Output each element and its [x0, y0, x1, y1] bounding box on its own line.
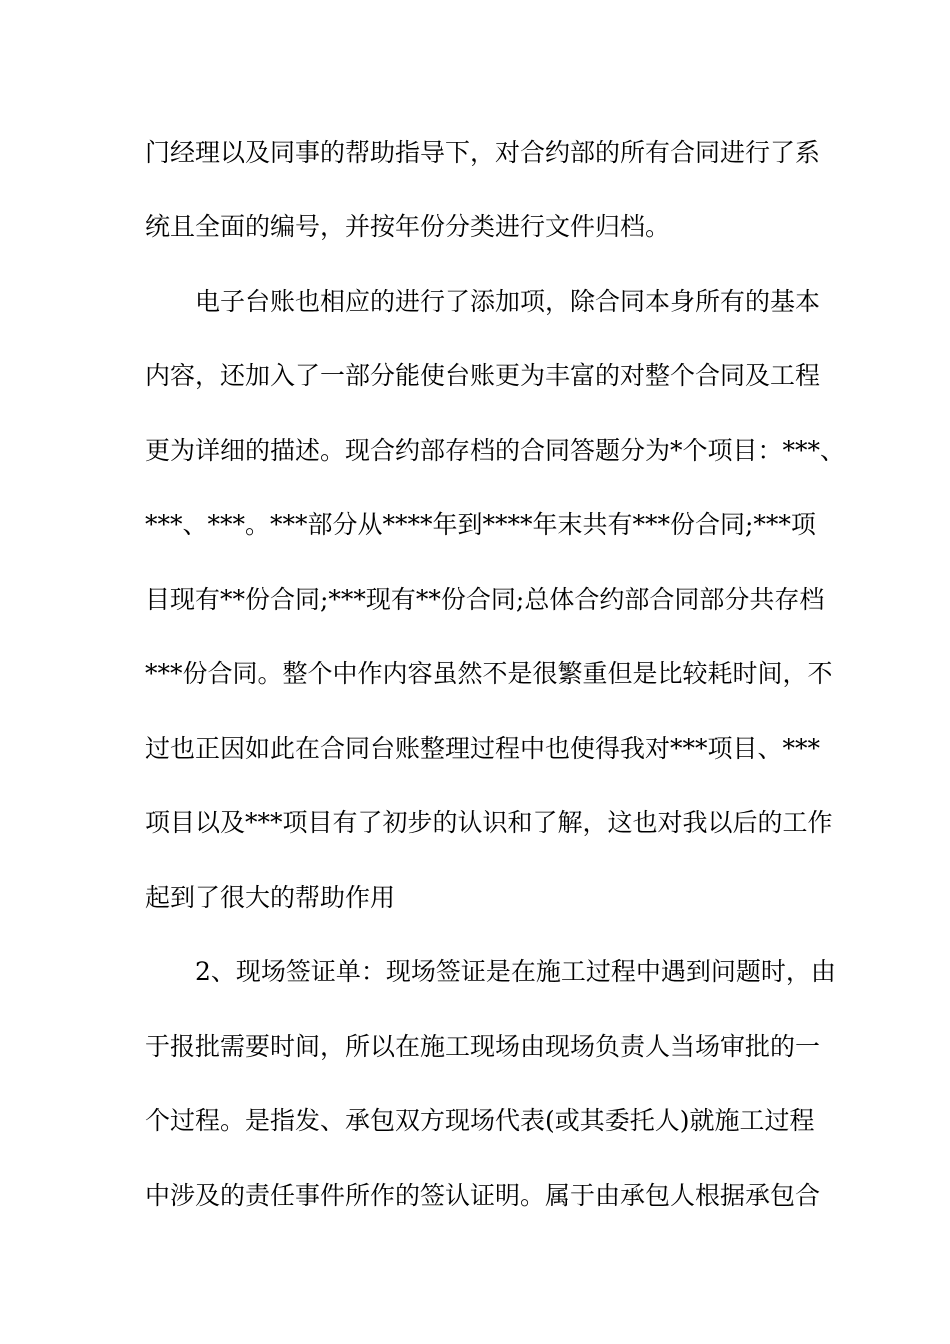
text-line-11: 起到了很大的帮助作用: [145, 883, 396, 912]
text-line-10: 项目以及***项目有了初步的认识和了解，这也对我以后的工作: [145, 808, 833, 837]
text-line-6: ***、***。***部分从****年到****年末共有***份合同;***项: [145, 510, 816, 539]
text-line-8: ***份合同。整个中作内容虽然不是很繁重但是比较耗时间，不: [145, 659, 833, 688]
text-line-5: 更为详细的描述。现合约部存档的合同答题分为*个项目：***、: [145, 436, 846, 465]
text-line-14: 个过程。是指发、承包双方现场代表(或其委托人)就施工过程: [145, 1106, 815, 1135]
text-line-4: 内容，还加入了一部分能使台账更为丰富的对整个合同及工程: [145, 361, 821, 390]
text-line-1: 门经理以及同事的帮助指导下，对合约部的所有合同进行了系: [145, 138, 821, 167]
text-line-12: 2、现场签证单：现场签证是在施工过程中遇到问题时，由: [195, 957, 836, 986]
text-line-9: 过也正因如此在合同台账整理过程中也使得我对***项目、***: [145, 734, 821, 763]
text-line-15: 中涉及的责任事件所作的签认证明。属于由承包人根据承包合: [145, 1181, 821, 1210]
text-line-2: 统且全面的编号，并按年份分类进行文件归档。: [145, 212, 671, 241]
text-line-7: 目现有**份合同;***现有**份合同;总体合约部合同部分共存档: [145, 585, 825, 614]
text-line-13: 于报批需要时间，所以在施工现场由现场负责人当场审批的一: [145, 1032, 821, 1061]
text-line-3: 电子台账也相应的进行了添加项，除合同本身所有的基本: [195, 287, 821, 316]
